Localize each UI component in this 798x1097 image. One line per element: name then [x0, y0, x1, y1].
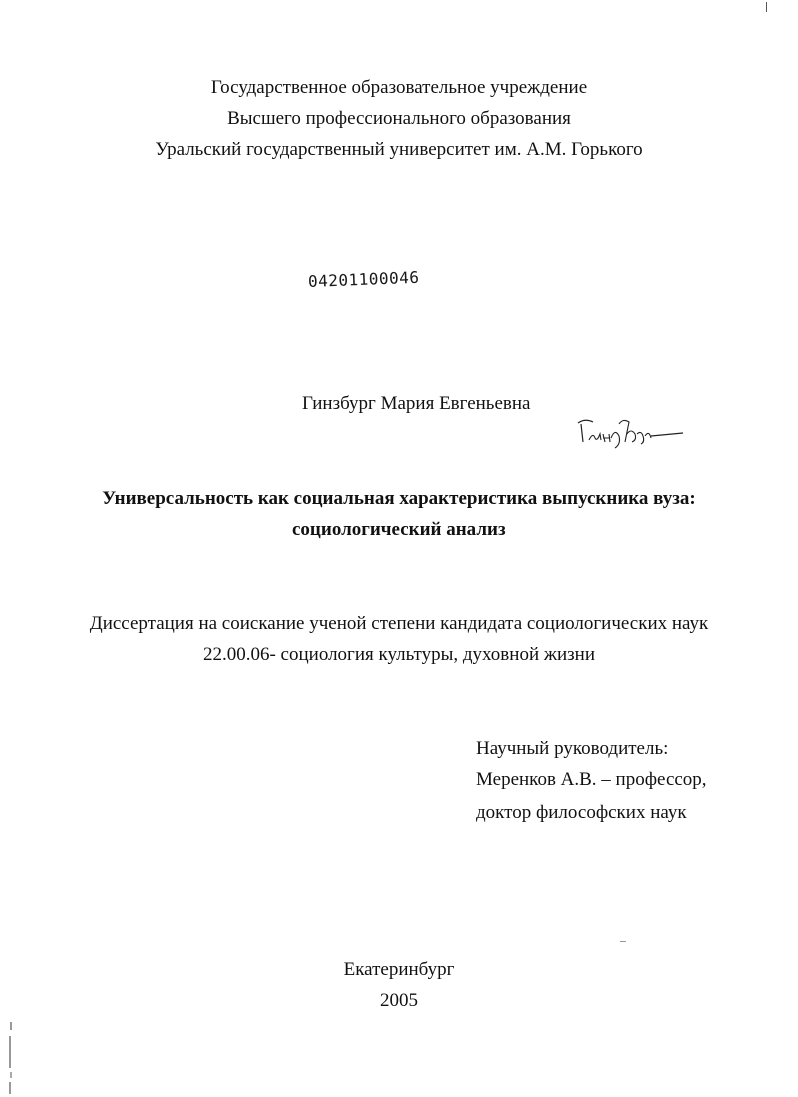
dissertation-title-line-2: социологический анализ: [292, 519, 506, 540]
year: 2005: [380, 990, 418, 1011]
degree-line-2: 22.00.06- социология культуры, духовной жизни: [202, 644, 596, 665]
institution-line-2: Высшего профессионального образования: [227, 108, 571, 129]
scan-mark-top-right: [766, 2, 767, 12]
scan-speck: [620, 941, 626, 942]
archive-stamp-number: 04201100046: [307, 267, 420, 291]
signature-icon: [575, 412, 685, 452]
supervisor-name: Меренков А.В. – профессор,: [476, 769, 707, 790]
city: Екатеринбург: [343, 959, 455, 980]
institution-line-3: Уральский государственный университет им. А.М. Горького: [155, 139, 643, 160]
degree-line-1: Диссертация на соискание ученой степени кандидата социологических наук: [89, 613, 709, 634]
supervisor-label: Научный руководитель:: [476, 738, 669, 759]
dissertation-title-line-1: Универсальность как социальная характеристика выпускника вуза:: [102, 488, 696, 509]
scan-edge-marks: [6, 1020, 16, 1095]
institution-line-1: Государственное образовательное учреждение: [210, 77, 588, 98]
author-name: Гинзбург Мария Евгеньевна: [302, 393, 531, 414]
supervisor-degree: доктор философских наук: [476, 802, 687, 823]
